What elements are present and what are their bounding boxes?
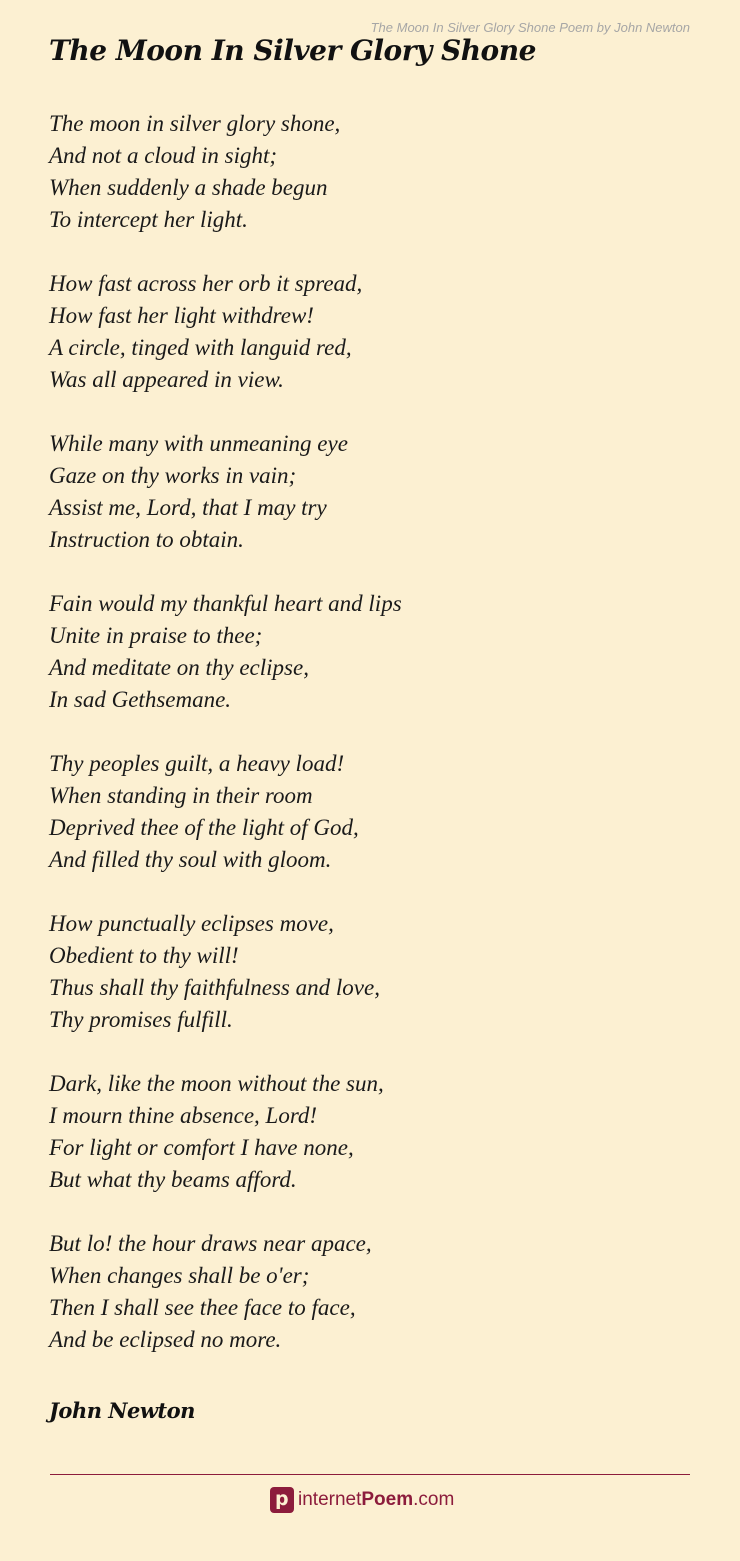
poem-line: For light or comfort I have none, (49, 1135, 354, 1160)
poem-line: When standing in their room (49, 783, 313, 808)
poem-line: Gaze on thy works in vain; (49, 463, 297, 488)
poem-line: A circle, tinged with languid red, (49, 335, 352, 360)
poem-line: I mourn thine absence, Lord! (49, 1103, 318, 1128)
footer-divider (50, 1474, 690, 1475)
poem-line: Dark, like the moon without the sun, (49, 1071, 384, 1096)
poem-line: In sad Gethsemane. (49, 687, 232, 712)
poem-line: And meditate on thy eclipse, (49, 655, 309, 680)
poem-line: When changes shall be o'er; (49, 1263, 310, 1288)
poem-line: How fast her light withdrew! (49, 303, 314, 328)
internetpoem-logo-icon (270, 1487, 294, 1513)
logo-wordmark (298, 1489, 454, 1511)
logo-wordmark-com: .com (413, 1489, 455, 1510)
poem-line: Obedient to thy will! (49, 943, 239, 968)
stanza-4 (49, 588, 689, 716)
poem-line: Instruction to obtain. (49, 527, 244, 552)
poem-line: Thy promises fulfill. (49, 1007, 233, 1032)
poem-line: Deprived thee of the light of God, (49, 815, 359, 840)
stanza-5 (49, 748, 689, 876)
poem-line: Unite in praise to thee; (49, 623, 263, 648)
poem-line: While many with unmeaning eye (49, 431, 348, 456)
poem-line: And filled thy soul with gloom. (49, 847, 332, 872)
logo-mark-letter: p (275, 1488, 289, 1510)
stanza-7 (49, 1068, 689, 1196)
internetpoem-logo-link[interactable] (270, 1487, 454, 1513)
poem-body (49, 108, 689, 1388)
poem-line: Thy peoples guilt, a heavy load! (49, 751, 345, 776)
poem-line: Was all appeared in view. (49, 367, 284, 392)
poem-title: The Moon In Silver Glory Shone (49, 34, 536, 67)
poem-line: The moon in silver glory shone, (49, 111, 341, 136)
stanza-2 (49, 268, 689, 396)
poem-line: But lo! the hour draws near apace, (49, 1231, 372, 1256)
poem-line: Thus shall thy faithfulness and love, (49, 975, 380, 1000)
poem-line: To intercept her light. (49, 207, 248, 232)
poem-line: Fain would my thankful heart and lips (49, 591, 402, 616)
stanza-8 (49, 1228, 689, 1356)
header-credit: The Moon In Silver Glory Shone Poem by John Newton (370, 20, 690, 35)
poem-author: John Newton (49, 1398, 195, 1423)
logo-wordmark-internet: internet (298, 1489, 362, 1510)
poem-line: But what thy beams afford. (49, 1167, 297, 1192)
poem-line: And not a cloud in sight; (49, 143, 278, 168)
poem-line: How punctually eclipses move, (49, 911, 334, 936)
poem-line: How fast across her orb it spread, (49, 271, 363, 296)
logo-wordmark-poem: Poem (361, 1489, 414, 1510)
poem-line: Then I shall see thee face to face, (49, 1295, 356, 1320)
stanza-3 (49, 428, 689, 556)
stanza-1 (49, 108, 689, 236)
stanza-6 (49, 908, 689, 1036)
poem-line: Assist me, Lord, that I may try (49, 495, 327, 520)
poem-line: When suddenly a shade begun (49, 175, 328, 200)
poem-line: And be eclipsed no more. (49, 1327, 282, 1352)
